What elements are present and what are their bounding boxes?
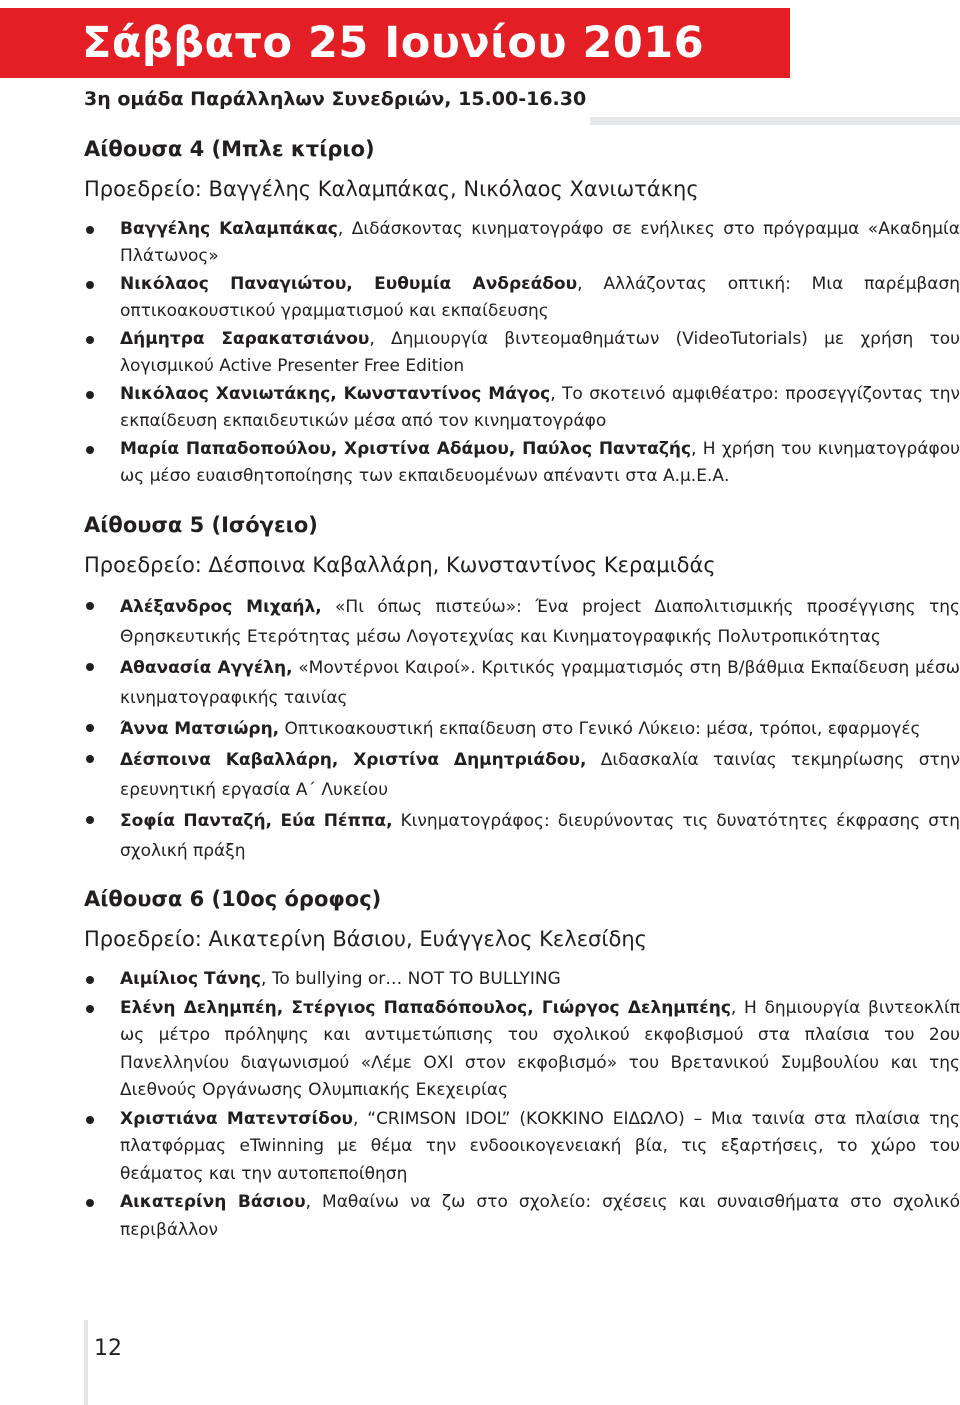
- talk-title: , To bullying or… NOT TO BULLYING: [261, 969, 561, 989]
- talk-authors: Αιμίλιος Τάνης: [120, 969, 262, 989]
- talk-item: [84, 271, 960, 325]
- talk-title: , Το σκοτεινό αμφιθέατρο: προσεγγίζοντας την εκπαίδευση εκπαιδευτικών μέσα από τον κινηματογράφο: [120, 384, 960, 431]
- talk-authors: Σοφία Πανταζή, Εύα Πέππα,: [120, 811, 393, 831]
- talk-authors: Μαρία Παπαδοπούλου, Χριστίνα Αδάμου, Παύλος Πανταζής: [120, 439, 692, 459]
- bullet-icon: [86, 226, 94, 234]
- bullet-icon: [86, 976, 94, 984]
- section-hall-5: [84, 510, 960, 866]
- talk-item: [84, 653, 960, 713]
- talk-item: [84, 592, 960, 652]
- talk-title: , “CRIMSON IDOL” (ΚΟΚΚΙΝΟ ΕΙΔΩΛΟ) – Μια ταινία στα πλαίσια της πλατφόρμας eTwinning με θέμα την ενδοοικογενειακή βία, τις εξαρτήσεις, το χώρο του θεάματος και την αυτοπεποίθηση: [120, 1108, 960, 1184]
- talk-item: [84, 1189, 960, 1244]
- talk-item: [84, 436, 960, 490]
- talk-authors: Βαγγέλης Καλαμπάκας: [120, 219, 338, 239]
- talk-title: Κινηματογράφος: διευρύνοντας τις δυνατότητες έκφρασης στη σχολική πράξη: [120, 811, 960, 861]
- bullet-icon: [86, 724, 94, 732]
- talk-list: [84, 966, 960, 1244]
- chair-line: Προεδρείο: Δέσποινα Καβαλλάρη, Κωνσταντίνος Κεραμιδάς: [84, 553, 716, 577]
- talk-authors: Ελένη Δελημπέη, Στέργιος Παπαδόπουλος, Γιώργος Δελημπέης: [120, 997, 731, 1018]
- bullet-icon: [86, 391, 94, 399]
- talk-item: [84, 216, 960, 270]
- footer-rule: [84, 1320, 88, 1405]
- talk-title: «Μοντέρνοι Καιροί». Κριτικός γραμματισμός στη Β/βάθμια Εκπαίδευση μέσω κινηματογραφικής ταινίας: [120, 658, 960, 708]
- section-hall-6: [84, 884, 960, 1244]
- bullet-icon: [86, 755, 94, 763]
- talk-list: [84, 216, 960, 490]
- talk-title: , Αλλάζοντας οπτική: Μια παρέμβαση οπτικοακουστικού γραμματισμού και εκπαίδευσης: [120, 274, 960, 321]
- talk-item: [84, 381, 960, 435]
- title-banner: [0, 8, 790, 78]
- talk-authors: Δέσποινα Καβαλλάρη, Χριστίνα Δημητριάδου,: [120, 750, 587, 770]
- talk-item: [84, 714, 960, 744]
- bullet-icon: [86, 446, 94, 454]
- talk-item: [84, 326, 960, 380]
- talk-title: , Μαθαίνω να ζω στο σχολείο: σχέσεις και συναισθήματα στο σχολικό περιβάλλον: [120, 1192, 960, 1240]
- hall-title: Αίθουσα 5 (Ισόγειο): [84, 513, 318, 537]
- session-subtitle: 3η ομάδα Παράλληλων Συνεδριών, 15.00-16.30: [84, 88, 587, 110]
- talk-authors: Αικατερίνη Βάσιου: [120, 1192, 306, 1212]
- talk-item: [84, 995, 960, 1105]
- talk-title: , Διδάσκοντας κινηματογράφο σε ενήλικες στο πρόγραμμα «Ακαδημία Πλάτωνος»: [120, 219, 960, 266]
- bullet-icon: [86, 1005, 94, 1013]
- page-number: 12: [94, 1336, 122, 1361]
- hall-title: Αίθουσα 4 (Μπλε κτίριο): [84, 137, 375, 161]
- talk-title: , Δημιουργία βιντεομαθημάτων (VideoTutorials) με χρήση του λογισμικού Active Presenter Free Edition: [120, 329, 960, 376]
- talk-authors: Δήμητρα Σαρακατσιάνου: [120, 329, 370, 349]
- bullet-icon: [86, 336, 94, 344]
- header-rule: [590, 117, 960, 125]
- talk-item: [84, 1106, 960, 1189]
- page-title: Σάββατο 25 Ιουνίου 2016: [82, 18, 705, 68]
- chair-line: Προεδρείο: Βαγγέλης Καλαμπάκας, Νικόλαος Χανιωτάκης: [84, 177, 699, 201]
- talk-list: [84, 592, 960, 866]
- bullet-icon: [86, 602, 94, 610]
- bullet-icon: [86, 663, 94, 671]
- talk-title: «Πι όπως πιστεύω»: Ένα project Διαπολιτισμικής προσέγγισης της Θρησκευτικής Ετερότητας μέσω Λογοτεχνίας και Κινηματογραφικής Πολυτροπικότητας: [120, 597, 960, 647]
- talk-title: , Η χρήση του κινηματογράφου ως μέσο ευαισθητοποίησης των εκπαιδευομένων απέναντι στα Α.μ.Ε.Α.: [120, 439, 960, 486]
- talk-item: [84, 745, 960, 805]
- talk-title: , Η δημιουργία βιντεοκλίπ ως μέτρο πρόληψης και αντιμετώπισης του σχολικού εκφοβισμού στα πλαίσια του 2ου Πανελληνίου διαγωνισμού «Λέμε ΟΧΙ στον εκφοβισμό» του Βρετανικού Συμβουλίου και της Διεθνούς Οργάνωσης Ολυμπιακής Εκεχειρίας: [120, 997, 960, 1100]
- talk-authors: Νικόλαος Παναγιώτου, Ευθυμία Ανδρεάδου: [120, 274, 578, 294]
- talk-authors: Νικόλαος Χανιωτάκης, Κωνσταντίνος Μάγος: [120, 384, 551, 404]
- section-hall-4: [84, 134, 960, 490]
- bullet-icon: [86, 1116, 94, 1124]
- bullet-icon: [86, 816, 94, 824]
- talk-title: Οπτικοακουστική εκπαίδευση στο Γενικό Λύκειο: μέσα, τρόποι, εφαρμογές: [279, 719, 921, 739]
- talk-authors: Άννα Ματσιώρη,: [120, 719, 280, 739]
- bullet-icon: [86, 281, 94, 289]
- talk-authors: Αθανασία Αγγέλη,: [120, 658, 293, 678]
- talk-title: Διδασκαλία ταινίας τεκμηρίωσης στην ερευνητική εργασία Α΄ Λυκείου: [120, 750, 960, 800]
- talk-item: [84, 966, 960, 994]
- talk-authors: Αλέξανδρος Μιχαήλ,: [120, 597, 322, 617]
- chair-line: Προεδρείο: Αικατερίνη Βάσιου, Ευάγγελος Κελεσίδης: [84, 927, 647, 951]
- talk-authors: Χριστιάνα Ματεντσίδου: [120, 1108, 353, 1129]
- talk-item: [84, 806, 960, 866]
- hall-title: Αίθουσα 6 (10ος όροφος): [84, 887, 382, 911]
- bullet-icon: [86, 1199, 94, 1207]
- sessions-content: [84, 134, 960, 1245]
